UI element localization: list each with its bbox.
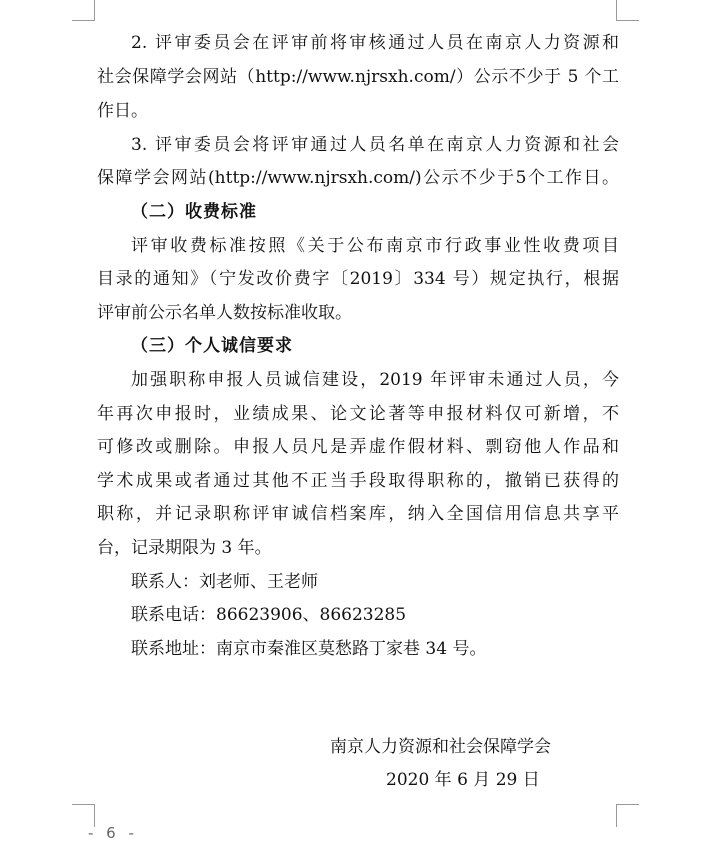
review-item-2-line: 社会保障学会网站（http://www.njrsxh.com/）公示不少于 5 个工 xyxy=(97,67,619,87)
review-item-3-line: 3. 评审委员会将评审通过人员名单在南京人力资源和社会 xyxy=(131,135,619,155)
section-heading-fee: （二）收费标准 xyxy=(131,202,257,222)
integrity-paragraph-line: 加强职称申报人员诚信建设，2019 年评审未通过人员，今 xyxy=(131,370,619,390)
integrity-paragraph-line: 学术成果或者通过其他不正当手段取得职称的，撤销已获得的 xyxy=(97,471,619,491)
fee-paragraph-line: 评审前公示名单人数按标准收取。 xyxy=(97,303,352,323)
crop-mark-top-right xyxy=(616,0,639,21)
section-heading-integrity: （三）个人诚信要求 xyxy=(131,336,293,356)
integrity-paragraph-line: 台，记录期限为 3 年。 xyxy=(97,538,272,558)
review-item-2-line: 2. 评审委员会在评审前将审核通过人员在南京人力资源和 xyxy=(131,33,619,53)
review-item-2-line: 作日。 xyxy=(97,101,148,121)
integrity-paragraph-line: 可修改或删除。申报人员凡是弄虚作假材料、剽窃他人作品和 xyxy=(97,437,619,457)
page-number: - 6 - xyxy=(88,824,138,842)
signature-organization: 南京人力资源和社会保障学会 xyxy=(330,737,551,757)
signature-date: 2020 年 6 月 29 日 xyxy=(386,770,540,790)
integrity-paragraph-line: 职称，并记录职称评审诚信档案库，纳入全国信用信息共享平 xyxy=(97,504,619,524)
crop-mark-top-left xyxy=(72,0,95,21)
fee-paragraph-line: 评审收费标准按照《关于公布南京市行政事业性收费项目 xyxy=(131,236,619,256)
contact-person: 联系人：刘老师、王老师 xyxy=(131,572,318,592)
contact-address: 联系地址：南京市秦淮区莫愁路丁家巷 34 号。 xyxy=(131,639,487,659)
crop-mark-bottom-right xyxy=(616,804,639,827)
contact-phone: 联系电话：86623906、86623285 xyxy=(131,605,407,625)
review-item-3-line: 保障学会网站(http://www.njrsxh.com/)公示不少于5个工作日。 xyxy=(97,168,619,188)
fee-paragraph-line: 目录的通知》（宁发改价费字〔2019〕334 号）规定执行，根据 xyxy=(97,269,619,289)
integrity-paragraph-line: 年再次申报时，业绩成果、论文论著等申报材料仅可新增，不 xyxy=(97,404,619,424)
